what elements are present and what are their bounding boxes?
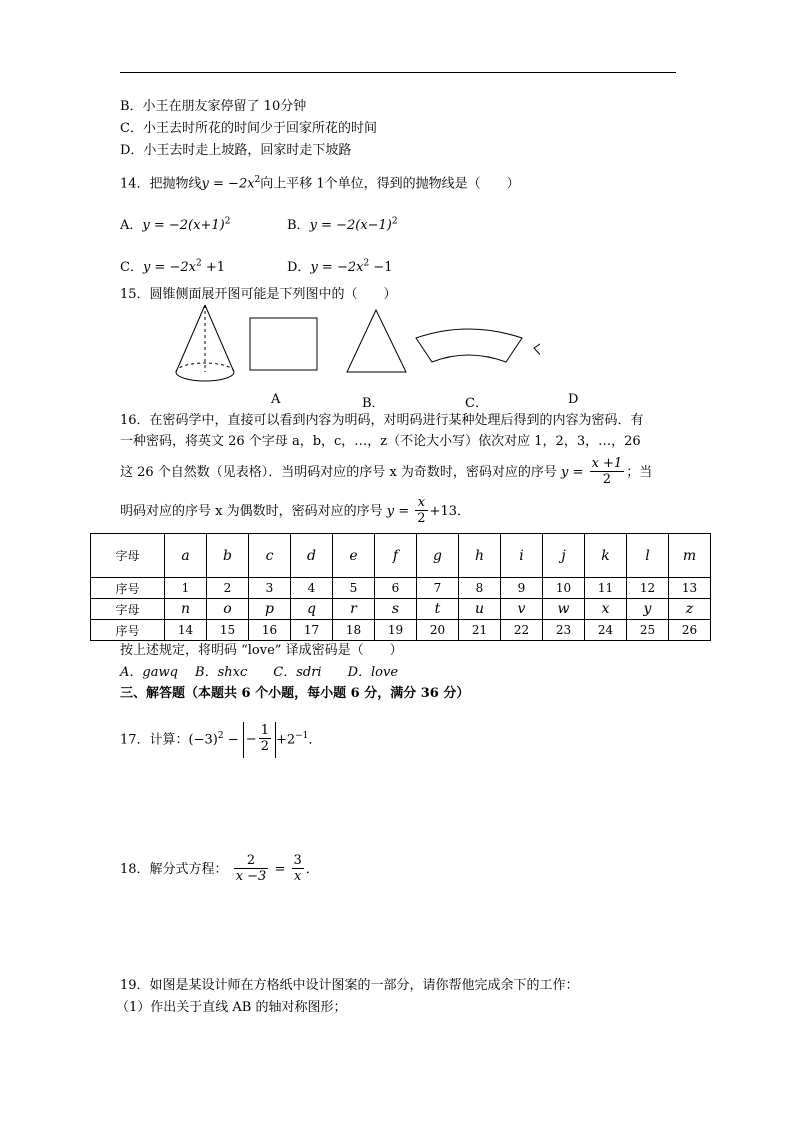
- table-cell: 6: [375, 578, 417, 599]
- table-row: [91, 534, 711, 578]
- table-cell: 21: [459, 620, 501, 641]
- q14-suffix: 向上平移 1个单位，得到的抛物线是（ ）: [260, 176, 520, 192]
- table-cell: f: [375, 534, 417, 578]
- table-cell: 16: [249, 620, 291, 641]
- q16-line4: [120, 494, 470, 530]
- q14-option-a-expr: y = −2(x+1): [142, 218, 225, 233]
- q14-option-d: [287, 256, 392, 275]
- table-cell: j: [543, 534, 585, 578]
- q17-end: ．: [308, 732, 322, 748]
- q17-exponent: 2: [217, 731, 224, 741]
- triangle-figure-b: [347, 310, 406, 372]
- table-cell: 19: [375, 620, 417, 641]
- fraction-numerator: 3: [293, 853, 302, 868]
- table-cell: r: [333, 599, 375, 620]
- table-cell: x: [585, 599, 627, 620]
- fraction-numerator: x: [415, 496, 427, 511]
- table-cell: 3: [249, 578, 291, 599]
- q16-line1: 16．在密码学中，直接可以看到内容为明码，对明码进行某种处理后得到的内容为密码．有: [120, 413, 644, 428]
- q13-option-d: D．小王去时走上坡路，回家时走下坡路: [120, 143, 352, 158]
- fraction-numerator: 2: [234, 854, 269, 869]
- table-cell: 22: [501, 620, 543, 641]
- table-cell: c: [249, 534, 291, 578]
- q17-minus: −: [227, 732, 239, 748]
- section-heading: 三、解答题（本题共 6 个小题，每小题 6 分，满分 36 分）: [120, 686, 470, 701]
- table-row: [91, 620, 711, 641]
- q17-plus-term: +2: [275, 732, 296, 748]
- q14-option-d-tail: −1: [369, 260, 393, 275]
- fraction-denominator: x: [293, 869, 302, 884]
- q14-exponent: 2: [254, 175, 261, 185]
- fraction-numerator: x +1: [591, 456, 623, 471]
- q14-option-d-exp: 2: [363, 258, 370, 269]
- table-cell: 10: [543, 578, 585, 599]
- table-cell: 8: [459, 578, 501, 599]
- q17-prefix: 17．计算：: [120, 732, 189, 748]
- q16-options: A．gawq B．shxc C．sdri D．love: [120, 665, 399, 680]
- table-cell: 5: [333, 578, 375, 599]
- row-header: 序号: [91, 620, 165, 641]
- fraction-numerator: 1: [260, 722, 269, 738]
- q14-option-c-expr: y = −2x: [142, 260, 196, 275]
- q14-option-a-label: A．: [120, 218, 143, 233]
- rectangle-figure-a: [250, 318, 317, 370]
- table-cell: 2: [207, 578, 249, 599]
- table-cell: y: [627, 599, 669, 620]
- table-cell: d: [291, 534, 333, 578]
- table-cell: t: [417, 599, 459, 620]
- q14-option-c-label: C．: [120, 260, 143, 275]
- table-cell: v: [501, 599, 543, 620]
- q16-line3-end: ；当: [626, 465, 653, 480]
- row-header: 序号: [91, 578, 165, 599]
- table-cell: 1: [165, 578, 207, 599]
- q18-left-fraction: [234, 854, 269, 885]
- table-cell: z: [669, 599, 711, 620]
- q16-line2: 一种密码，将英文 26 个字母 a，b，c，…，z（不论大小写）依次对应 1，2，3，…，26: [120, 434, 641, 449]
- q16-odd-fraction: [590, 457, 625, 488]
- table-cell: 25: [627, 620, 669, 641]
- table-cell: 23: [543, 620, 585, 641]
- fraction-denominator: 2: [417, 511, 426, 526]
- table-cell: 18: [333, 620, 375, 641]
- table-cell: o: [207, 599, 249, 620]
- table-cell: 7: [417, 578, 459, 599]
- q14-option-b-exp: 2: [391, 216, 398, 227]
- table-cell: p: [249, 599, 291, 620]
- table-cell: l: [627, 534, 669, 578]
- q16-line4-y: y =: [386, 504, 410, 519]
- table-cell: 9: [501, 578, 543, 599]
- q14-option-a: [120, 214, 230, 233]
- table-cell: u: [459, 599, 501, 620]
- abs-sign: −: [245, 731, 257, 747]
- table-cell: n: [165, 599, 207, 620]
- table-row: [91, 599, 711, 620]
- q17-absolute-value: [243, 722, 276, 758]
- q19-line1: 19．如图是某设计师在方格纸中设计图案的一部分，请你帮他完成余下的工作：: [120, 978, 579, 993]
- q18-end: ．: [305, 862, 319, 877]
- sector-figure-d: [534, 322, 540, 371]
- table-cell: a: [165, 534, 207, 578]
- q19-line2: （1）作出关于直线 AB 的轴对称图形；: [116, 1000, 347, 1015]
- q15-figures: [170, 300, 540, 390]
- q13-option-c: C．小王去时所花的时间少于回家所花的时间: [120, 121, 377, 136]
- q16-line4-end: +13．: [429, 504, 470, 519]
- q16-question: 按上述规定，将明码 “love” 译成密码是（ ）: [120, 643, 403, 658]
- q14-prefix: 14．把抛物线: [120, 176, 202, 192]
- table-cell: 4: [291, 578, 333, 599]
- q14-option-b-expr: y = −2(x−1): [309, 218, 392, 233]
- q13-option-b: B．小王在朋友家停留了 10分钟: [120, 99, 307, 114]
- table-cell: h: [459, 534, 501, 578]
- q14-option-a-exp: 2: [224, 216, 231, 227]
- table-cell: 15: [207, 620, 249, 641]
- table-cell: 24: [585, 620, 627, 641]
- q16-even-fraction: [415, 496, 427, 527]
- table-cell: m: [669, 534, 711, 578]
- table-cell: 13: [669, 578, 711, 599]
- q18-equation: [120, 850, 319, 890]
- q15-label-d: D: [568, 392, 579, 407]
- q17-expression: [120, 718, 321, 758]
- fraction-denominator: x −3: [235, 869, 267, 884]
- table-cell: k: [585, 534, 627, 578]
- row-header: 字母: [91, 534, 165, 578]
- q14-option-b-label: B．: [287, 218, 310, 233]
- cipher-table: [90, 533, 711, 641]
- q14-stem: [120, 172, 520, 192]
- q16-line3-y: y =: [561, 465, 584, 480]
- table-cell: 17: [291, 620, 333, 641]
- table-cell: b: [207, 534, 249, 578]
- q14-option-c: [120, 256, 225, 275]
- annular-sector-figure-c: [416, 329, 522, 362]
- table-cell: i: [501, 534, 543, 578]
- table-row: [91, 578, 711, 599]
- table-cell: 26: [669, 620, 711, 641]
- q16-line3: [120, 455, 652, 491]
- q14-function: y = −2x: [201, 176, 255, 192]
- table-cell: 20: [417, 620, 459, 641]
- q14-option-c-exp: 2: [195, 258, 202, 269]
- table-cell: 11: [585, 578, 627, 599]
- fraction-denominator: 2: [602, 472, 612, 487]
- q15-label-b: B．: [362, 396, 385, 411]
- table-cell: w: [543, 599, 585, 620]
- table-cell: q: [291, 599, 333, 620]
- q18-equals: =: [274, 862, 286, 877]
- q18-right-fraction: [292, 854, 304, 885]
- q14-option-d-expr: y = −2x: [310, 260, 364, 275]
- q16-line3-text: 这 26 个自然数（见表格）．当明码对应的序号 x 为奇数时，密码对应的序号: [120, 465, 557, 480]
- q14-option-d-label: D．: [287, 260, 311, 275]
- table-cell: 12: [627, 578, 669, 599]
- q17-base: (−3): [188, 732, 218, 748]
- q14-option-b: [287, 214, 398, 233]
- table-cell: e: [333, 534, 375, 578]
- q16-line4-text: 明码对应的序号 x 为偶数时，密码对应的序号: [120, 504, 383, 519]
- cone-figure: [176, 305, 234, 381]
- row-header: 字母: [91, 599, 165, 620]
- q15-stem: 15．圆锥侧面展开图可能是下列图中的（ ）: [120, 287, 397, 302]
- q14-option-c-tail: +1: [201, 260, 225, 275]
- q17-neg-exponent: −1: [295, 731, 309, 741]
- q15-label-a: A: [271, 392, 281, 407]
- table-cell: 14: [165, 620, 207, 641]
- header-rule: [120, 72, 676, 73]
- fraction-denominator: 2: [260, 738, 269, 754]
- q15-label-c: C．: [465, 396, 488, 411]
- q18-prefix: 18．解分式方程：: [120, 862, 228, 877]
- table-cell: g: [417, 534, 459, 578]
- table-cell: s: [375, 599, 417, 620]
- abs-fraction: [259, 724, 271, 755]
